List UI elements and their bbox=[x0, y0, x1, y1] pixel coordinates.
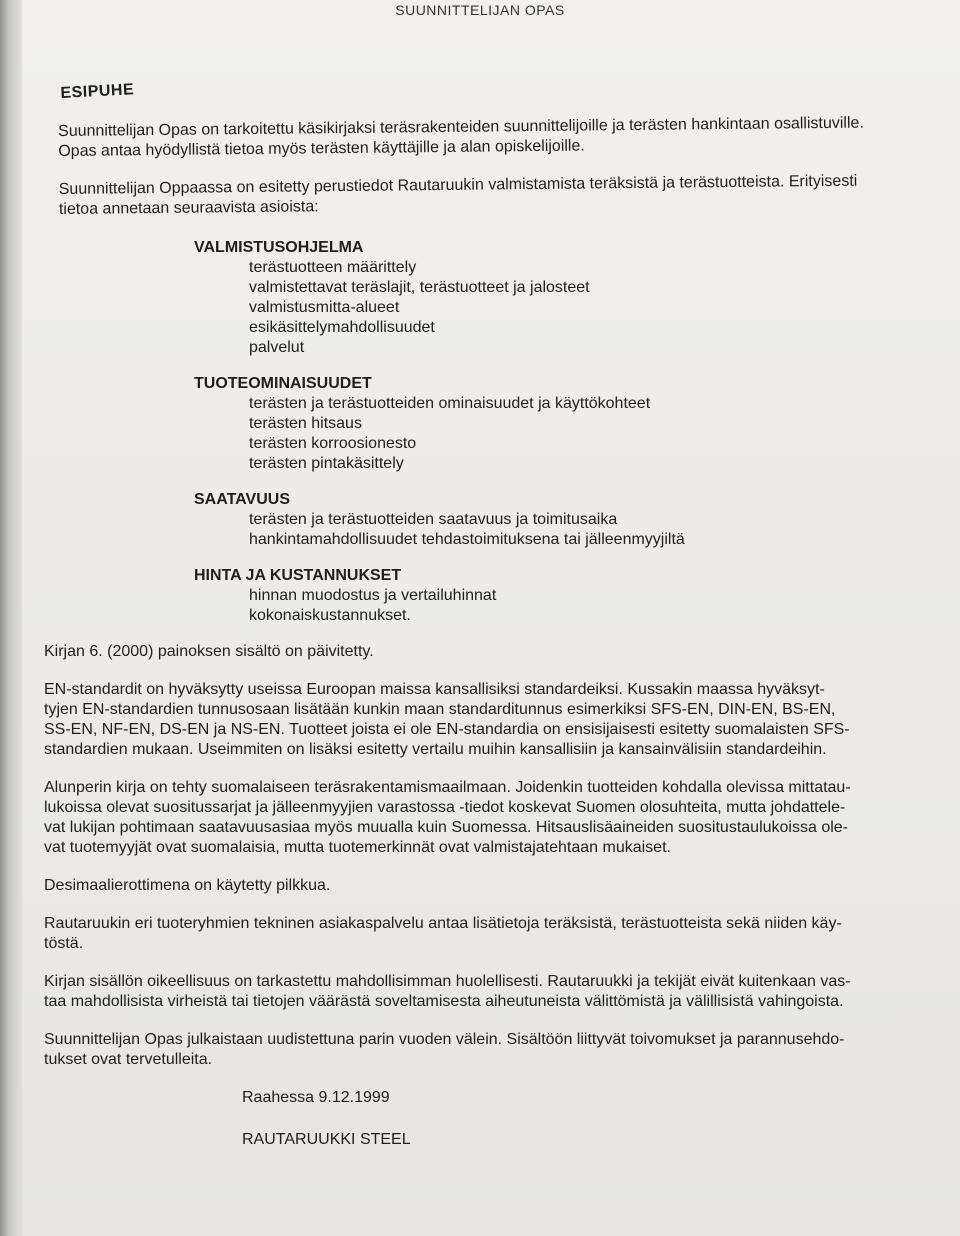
closing-block bbox=[242, 1088, 920, 1150]
text-line: töstä. bbox=[44, 935, 84, 952]
section-title: SAATAVUUS bbox=[194, 491, 290, 508]
section-item: terästen hitsaus bbox=[249, 415, 362, 432]
text-line: Suunnittelijan Oppaassa on esitetty perustiedot Rautaruukin valmistamista teräksistä ja terästuotteista. Erityisesti bbox=[58, 172, 858, 198]
section-item: terästen ja terästuotteiden saatavuus ja toimitusaika bbox=[249, 511, 618, 528]
section-tuoteominaisuudet bbox=[194, 374, 920, 474]
intro-block bbox=[58, 113, 921, 220]
body-block bbox=[44, 642, 920, 1070]
section-item: valmistusmitta-alueet bbox=[249, 299, 400, 316]
section-item: esikäsittelymahdollisuudet bbox=[249, 319, 435, 336]
section-item: terästuotteen määrittely bbox=[249, 259, 417, 276]
section-item: terästen ja terästuotteiden ominaisuudet ja käyttökohteet bbox=[249, 395, 651, 412]
text-line: taa mahdollisista virheistä tai tietojen väärästä soveltamisesta aiheutuneista välittömistä ja välillisistä vahingoista. bbox=[44, 993, 844, 1010]
text-line: Kirjan sisällön oikeellisuus on tarkastettu mahdollisimman huolellisesti. Rautaruukki ja tekijät eivät kuitenkaan vas- bbox=[44, 973, 851, 990]
section-valmistusohjelma bbox=[194, 238, 920, 358]
body-paragraph bbox=[44, 876, 920, 896]
text-line: vat lukijan pohtimaan saatavuusasiaa myös muualla kuin Suomessa. Hitsauslisäaineiden suositustaulukoissa ole- bbox=[44, 819, 848, 836]
intro-paragraph-1 bbox=[58, 113, 920, 162]
text-line: Suunnittelijan Opas on tarkoitettu käsikirjaksi teräsrakenteiden suunnittelijoille ja terästen hankintaan osallistuville. bbox=[58, 114, 864, 140]
place-date: Raahessa 9.12.1999 bbox=[242, 1089, 390, 1106]
text-line: tyjen EN-standardien tunnusosaan lisätään kunkin maan standarditunnus esimerkiksi SFS-EN, DIN-EN, BS-EN, bbox=[44, 701, 836, 718]
text-line: Alunperin kirja on tehty suomalaiseen teräsrakentamismaailmaan. Joidenkin tuotteiden kohdalla olevissa mittatau- bbox=[44, 779, 851, 796]
body-paragraph bbox=[44, 680, 920, 760]
section-item: terästen korroosionesto bbox=[249, 435, 417, 452]
section-item: hankintamahdollisuudet tehdastoimituksena tai jälleenmyyjiltä bbox=[249, 531, 685, 548]
text-line: SS-EN, NF-EN, DS-EN ja NS-EN. Tuotteet joista ei ole EN-standardia on ensisijaisesti esitetty suomalaisten SFS- bbox=[44, 721, 850, 738]
section-title: HINTA JA KUSTANNUKSET bbox=[194, 567, 402, 584]
book-binding-edge bbox=[0, 0, 22, 1236]
body-paragraph bbox=[44, 914, 920, 954]
section-item: palvelut bbox=[249, 339, 305, 356]
running-header: SUUNNITTELIJAN OPAS bbox=[395, 2, 565, 18]
section-hinta-ja-kustannukset bbox=[194, 566, 920, 626]
text-line: standardien mukaan. Useimmiten on lisäksi esitetty vertailu muihin kansallisiin ja kansainvälisiin standardeihin. bbox=[44, 741, 827, 758]
topic-sections bbox=[194, 238, 920, 626]
text-line: tietoa annetaan seuraavista asioista: bbox=[58, 198, 319, 218]
body-paragraph bbox=[44, 1030, 920, 1070]
section-item: hinnan muodostus ja vertailuhinnat bbox=[249, 587, 497, 604]
body-paragraph bbox=[44, 972, 920, 1012]
section-title: VALMISTUSOHJELMA bbox=[194, 239, 364, 256]
text-line: lukoissa olevat suositussarjat ja jälleenmyyjien varastossa -tiedot koskevat Suomen olosuhteita, mutta johdattele- bbox=[44, 799, 846, 816]
section-item: kokonaiskustannukset. bbox=[249, 607, 411, 624]
section-saatavuus bbox=[194, 490, 920, 550]
text-line: Kirjan 6. (2000) painoksen sisältö on päivitetty. bbox=[44, 643, 374, 660]
section-item: terästen pintakäsittely bbox=[249, 455, 404, 472]
text-line: Desimaalierottimena on käytetty pilkkua. bbox=[44, 877, 331, 894]
section-title: TUOTEOMINAISUUDET bbox=[194, 375, 372, 392]
text-line: Rautaruukin eri tuoteryhmien tekninen asiakaspalvelu antaa lisätietoja teräksistä, terästuotteista sekä niiden käy- bbox=[44, 915, 842, 932]
text-line: tukset ovat tervetulleita. bbox=[44, 1051, 213, 1068]
body-paragraph bbox=[44, 778, 920, 858]
text-line: vat tuotemyyjät ovat suomalaisia, mutta tuotemerkinnät ovat valmistajatehtaan mukaiset. bbox=[44, 839, 671, 856]
signature: RAUTARUUKKI STEEL bbox=[242, 1131, 411, 1148]
text-line: Suunnittelijan Opas julkaistaan uudistettuna parin vuoden välein. Sisältöön liittyvät toivomukset ja parannusehdo- bbox=[44, 1031, 845, 1048]
page-content bbox=[44, 81, 920, 1150]
text-line: EN-standardit on hyväksytty useissa Euroopan maissa kansallisiksi standardeiksi. Kussakin maassa hyväksyt- bbox=[44, 681, 825, 698]
text-line: Opas antaa hyödyllistä tietoa myös terästen käyttäjille ja alan opiskelijoille. bbox=[58, 137, 585, 160]
intro-paragraph-2 bbox=[59, 171, 921, 220]
body-paragraph bbox=[44, 642, 920, 662]
section-item: valmistettavat teräslajit, terästuotteet ja jalosteet bbox=[249, 279, 590, 296]
page-title: ESIPUHE bbox=[60, 81, 135, 102]
